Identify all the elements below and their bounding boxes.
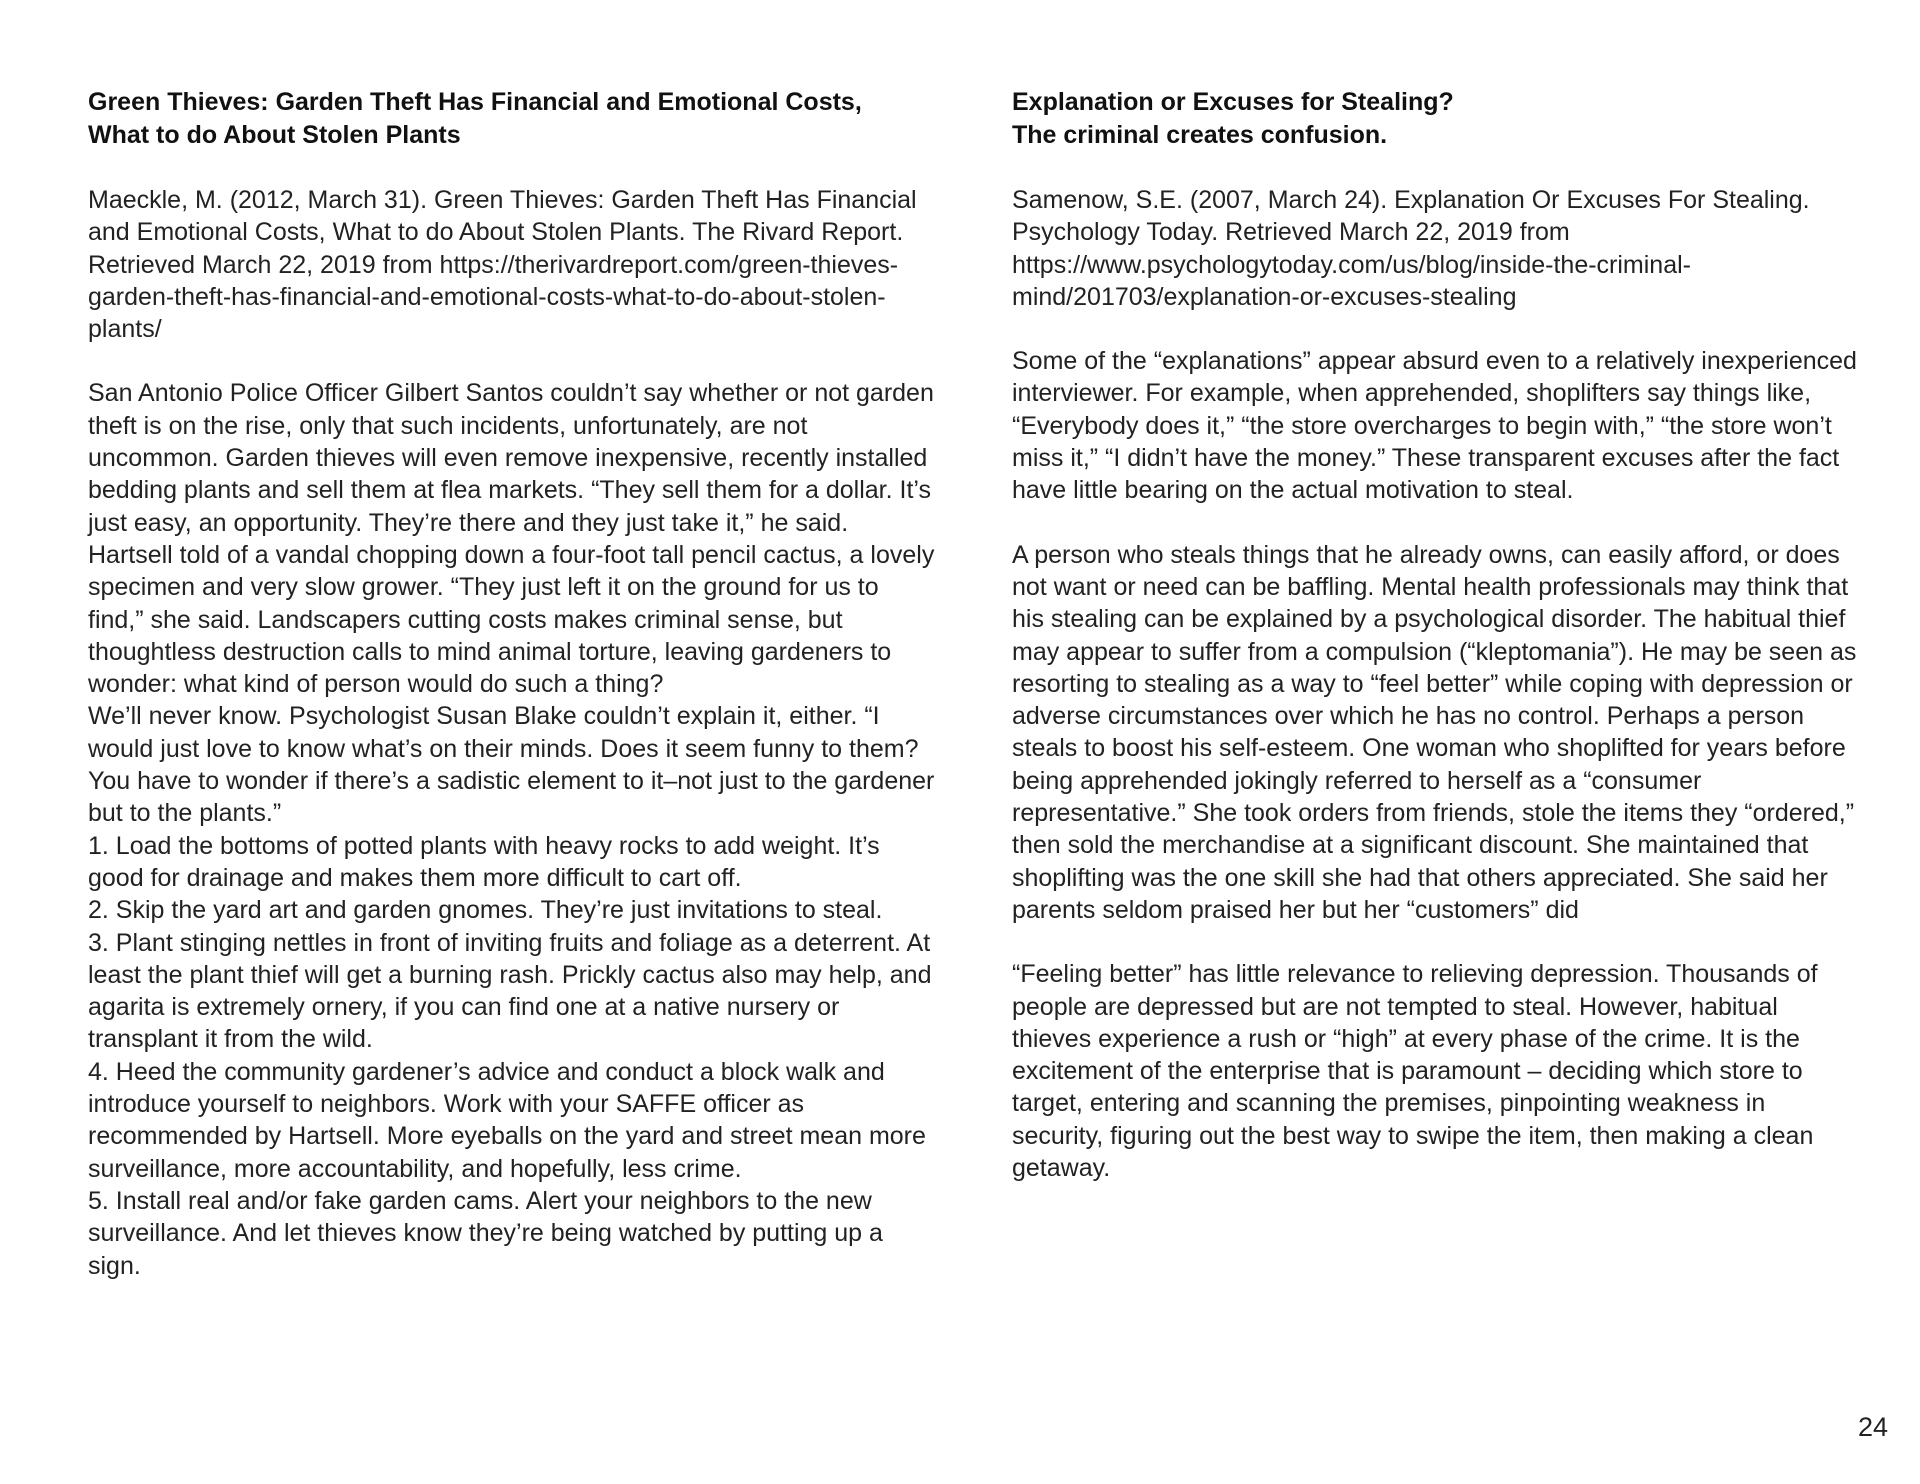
left-article-title [88, 86, 938, 152]
left-tip-1: 1. Load the bottoms of potted plants with heavy rocks to add weight. It’s good for drainage and makes them more difficult to cart off. [88, 831, 880, 892]
left-paragraph-3: We’ll never know. Psychologist Susan Blake couldn’t explain it, either. “I would just love to know what’s on their minds. Does it seem funny to them? You have to wonder if there’s a sadistic element to it–not just to the gardener but to the plants.” [88, 702, 935, 828]
left-paragraph-1: San Antonio Police Officer Gilbert Santos couldn’t say whether or not garden theft is on the rise, only that such incidents, unfortunately, are not uncommon. Garden thieves will even remove inexpensive, recently installed bedding plants and sell them at flea markets. “They sell them for a dollar. It’s just easy, an opportunity. They’re there and they just take it,” he said. [88, 379, 934, 537]
left-title-line-2: What to do About Stolen Plants [88, 121, 461, 149]
right-title-line-1: Explanation or Excuses for Stealing? [1012, 88, 1454, 116]
right-paragraph-2: A person who steals things that he already owns, can easily afford, or does not want or need can be baffling. Mental health professionals may think that his stealing can be explained by a psychological disorder. The habitual thief may appear to suffer from a compulsion (“kleptomania”). He may be seen as resorting to stealing as a way to “feel better” while coping with depression or adverse circumstances over which he has no control. Perhaps a person steals to boost his self-esteem. One woman who shoplifted for years before being apprehended jokingly referred to herself as a “consumer representative.” She took orders from friends, stole the items they “ordered,” then sold the merchandise at a significant discount. She maintained that shoplifting was the one skill she had that others appreciated. She said her parents seldom praised her but her “customers” did [1012, 540, 1857, 924]
left-tip-5: 5. Install real and/or fake garden cams. Alert your neighbors to the new surveillance. And let thieves know they’re being watched by putting up a sign. [88, 1186, 883, 1280]
right-citation: Samenow, S.E. (2007, March 24). Explanation Or Excuses For Stealing. Psychology Today. Retrieved March 22, 2019 from https://www.psychologytoday.com/us/blog/inside-the-criminal-mind/201703/explanation-or-excuses-stealing [1012, 186, 1810, 311]
page-number: 24 [1857, 1412, 1888, 1442]
left-citation: Maeckle, M. (2012, March 31). Green Thieves: Garden Theft Has Financial and Emotional Costs, What to do About Stolen Plants. The Rivard Report. Retrieved March 22, 2019 from https://therivardreport.com/green-thieves-garden-theft-has-financial-and-emotional-costs-what-to-do-about-stolen-plants/ [88, 186, 917, 344]
right-column [1012, 86, 1862, 1184]
right-paragraph-3: “Feeling better” has little relevance to relieving depression. Thousands of people are depressed but are not tempted to steal. However, habitual thieves experience a rush or “high” at every phase of the crime. It is the excitement of the enterprise that is paramount – deciding which store to target, entering and scanning the premises, pinpointing weakness in security, figuring out the best way to swipe the item, then making a clean getaway. [1012, 960, 1818, 1183]
left-column [88, 86, 938, 1282]
left-tip-4: 4. Heed the community gardener’s advice and conduct a block walk and introduce yourself to neighbors. Work with your SAFFE officer as recommended by Hartsell. More eyeballs on the yard and street mean more surveillance, more accountability, and hopefully, less crime. [88, 1057, 926, 1183]
left-tip-2: 2. Skip the yard art and garden gnomes. They’re just invitations to steal. [88, 896, 883, 925]
right-article-title [1012, 86, 1862, 152]
right-paragraph-1: Some of the “explanations” appear absurd even to a relatively inexperienced interviewer. For example, when apprehended, shoplifters say things like, “Everybody does it,” “the store overcharges to begin with,” “the store won’t miss it,” “I didn’t have the money.” These transparent excuses after the fact have little bearing on the actual motivation to steal. [1012, 347, 1857, 505]
left-tip-3: 3. Plant stinging nettles in front of inviting fruits and foliage as a deterrent. At least the plant thief will get a burning rash. Prickly cactus also may help, and agarita is extremely ornery, if you can find one at a native nursery or transplant it from the wild. [88, 928, 932, 1054]
left-paragraph-2: Hartsell told of a vandal chopping down a four-foot tall pencil cactus, a lovely specimen and very slow grower. “They just left it on the ground for us to find,” she said. Landscapers cutting costs makes criminal sense, but thoughtless destruction calls to mind animal torture, leaving gardeners to wonder: what kind of person would do such a thing? [88, 540, 935, 699]
right-title-line-2: The criminal creates confusion. [1012, 121, 1388, 149]
left-title-line-1: Green Thieves: Garden Theft Has Financial and Emotional Costs, [88, 88, 862, 116]
